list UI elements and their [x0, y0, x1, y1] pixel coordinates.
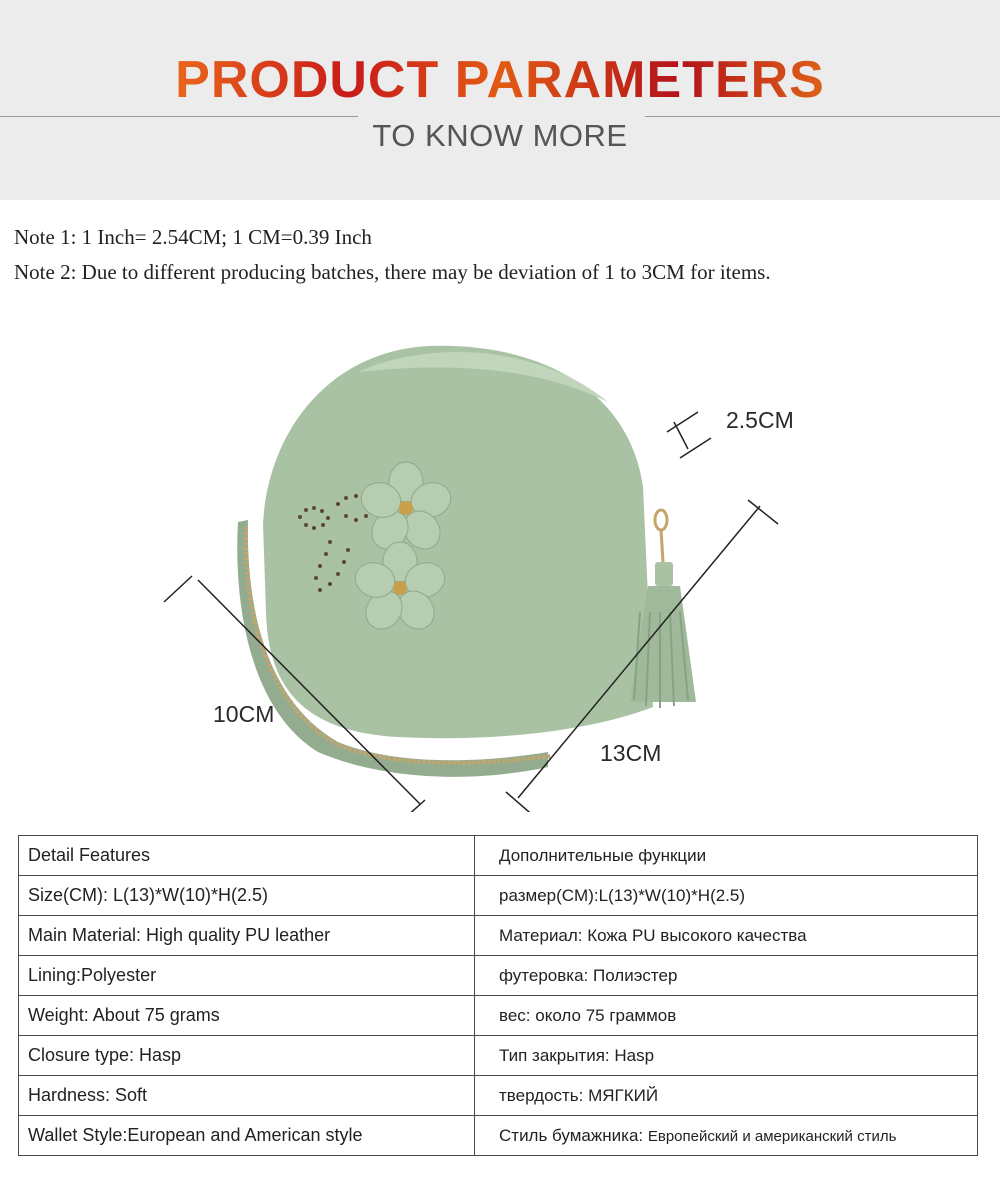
subtitle-rule-left: [0, 116, 358, 117]
header-banner: [0, 0, 1000, 200]
table-cell-en: Size(CM): L(13)*W(10)*H(2.5): [19, 876, 475, 916]
table-cell-ru: твердость: МЯГКИЙ: [475, 1076, 978, 1116]
table-row: [19, 996, 978, 1036]
product-parameters-table: [18, 835, 978, 1156]
table-cell-en: Lining:Polyester: [19, 956, 475, 996]
page-subtitle: TO KNOW MORE: [372, 118, 628, 153]
product-photo: [68, 312, 848, 812]
dimension-height-label: 2.5CM: [726, 407, 794, 433]
table-cell-en: Wallet Style:European and American style: [19, 1116, 475, 1156]
table-row: [19, 916, 978, 956]
table-row: [19, 1116, 978, 1156]
table-cell-ru: размер(CM):L(13)*W(10)*H(2.5): [475, 876, 978, 916]
dimension-width-label: 10CM: [213, 701, 275, 727]
wallet-style-value: Европейский и американский стиль: [647, 1127, 897, 1145]
table-row: [19, 836, 978, 876]
table-cell-ru: [475, 1116, 978, 1156]
table-cell-en: Closure type: Hasp: [19, 1036, 475, 1076]
subtitle-rule-right: [645, 116, 1000, 117]
dimension-length-label: 13CM: [600, 740, 662, 766]
table-cell-en: Hardness: Soft: [19, 1076, 475, 1116]
table-cell-ru: Тип закрытия: Hasp: [475, 1036, 978, 1076]
wallet-style-label: Стиль бумажника:: [499, 1125, 648, 1145]
note-1: Note 1: 1 Inch= 2.54CM; 1 CM=0.39 Inch: [14, 225, 372, 249]
table-cell-en: Main Material: High quality PU leather: [19, 916, 475, 956]
table-cell-ru: вес: около 75 граммов: [475, 996, 978, 1036]
wallet-body: [263, 346, 653, 739]
table-cell-ru: Материал: Кожа PU высокого качества: [475, 916, 978, 956]
table-row: [19, 1076, 978, 1116]
table-cell-ru: футеровка: Полиэстер: [475, 956, 978, 996]
page-title: PRODUCT PARAMETERS: [0, 50, 1000, 110]
table-cell-en: Detail Features: [19, 836, 475, 876]
table-row: [19, 956, 978, 996]
table-cell-en: Weight: About 75 grams: [19, 996, 475, 1036]
note-2: Note 2: Due to different producing batches, there may be deviation of 1 to 3CM for items.: [14, 260, 771, 284]
zipper-pull-ring: [655, 510, 667, 530]
table-row: [19, 876, 978, 916]
table-cell-ru: Дополнительные функции: [475, 836, 978, 876]
table-row: [19, 1036, 978, 1076]
